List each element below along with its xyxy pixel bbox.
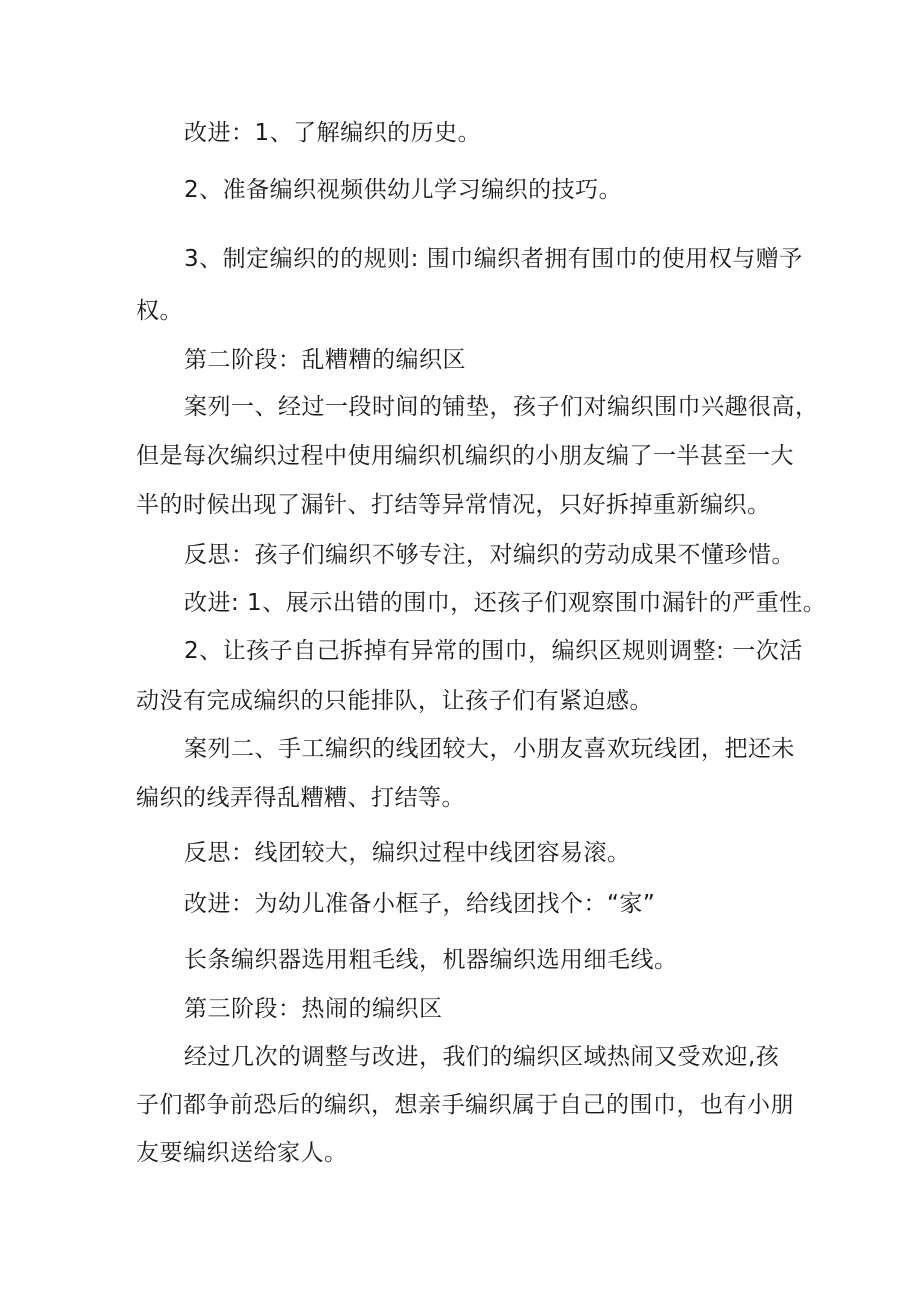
text-line: 子们都争前恐后的编织，想亲手编织属于自己的围巾，也有小朋 <box>136 1092 794 1118</box>
text-line: 权。 <box>136 298 183 324</box>
text-line: 反思：孩子们编织不够专注，对编织的劳动成果不懂珍惜。 <box>184 542 795 568</box>
text-line: 改进: 1、展示出错的围巾，还孩子们观察围巾漏针的严重性。 <box>184 590 827 616</box>
text-line: 2、让孩子自己拆掉有异常的围巾，编织区规则调整: 一次活 <box>184 638 803 664</box>
text-line: 但是每次编织过程中使用编织机编织的小朋友编了一半甚至一大 <box>136 443 794 469</box>
text-line: 半的时候出现了漏针、打结等异常情况，只好拆掉重新编织。 <box>136 492 771 518</box>
section-heading: 第二阶段：乱糟糟的编织区 <box>184 347 466 373</box>
text-line: 友要编织送给家人。 <box>136 1140 348 1166</box>
text-line: 经过几次的调整与改进，我们的编织区域热闹又受欢迎,孩 <box>184 1044 780 1070</box>
text-line: 编织的线弄得乱糟糟、打结等。 <box>136 785 465 811</box>
text-line: 改进：1、了解编织的历史。 <box>184 120 482 146</box>
text-line: 案列二、手工编织的线团较大，小朋友喜欢玩线团，把还未 <box>184 736 795 762</box>
text-line: 反思：线团较大，编织过程中线团容易滚。 <box>184 840 631 866</box>
text-line: 2、准备编织视频供幼儿学习编织的技巧。 <box>184 177 623 203</box>
text-line: 3、制定编织的的规则: 围巾编织者拥有围巾的使用权与赠予 <box>184 246 803 272</box>
section-heading: 第三阶段：热闹的编织区 <box>184 996 443 1022</box>
text-line: 动没有完成编织的只能排队，让孩子们有紧迫感。 <box>136 688 653 714</box>
text-line: 长条编织器选用粗毛线，机器编织选用细毛线。 <box>184 947 678 973</box>
text-line: 改进：为幼儿准备小框子，给线团找个：“家” <box>184 891 656 917</box>
text-line: 案列一、经过一段时间的铺垫，孩子们对编织围巾兴趣很高， <box>184 394 819 420</box>
